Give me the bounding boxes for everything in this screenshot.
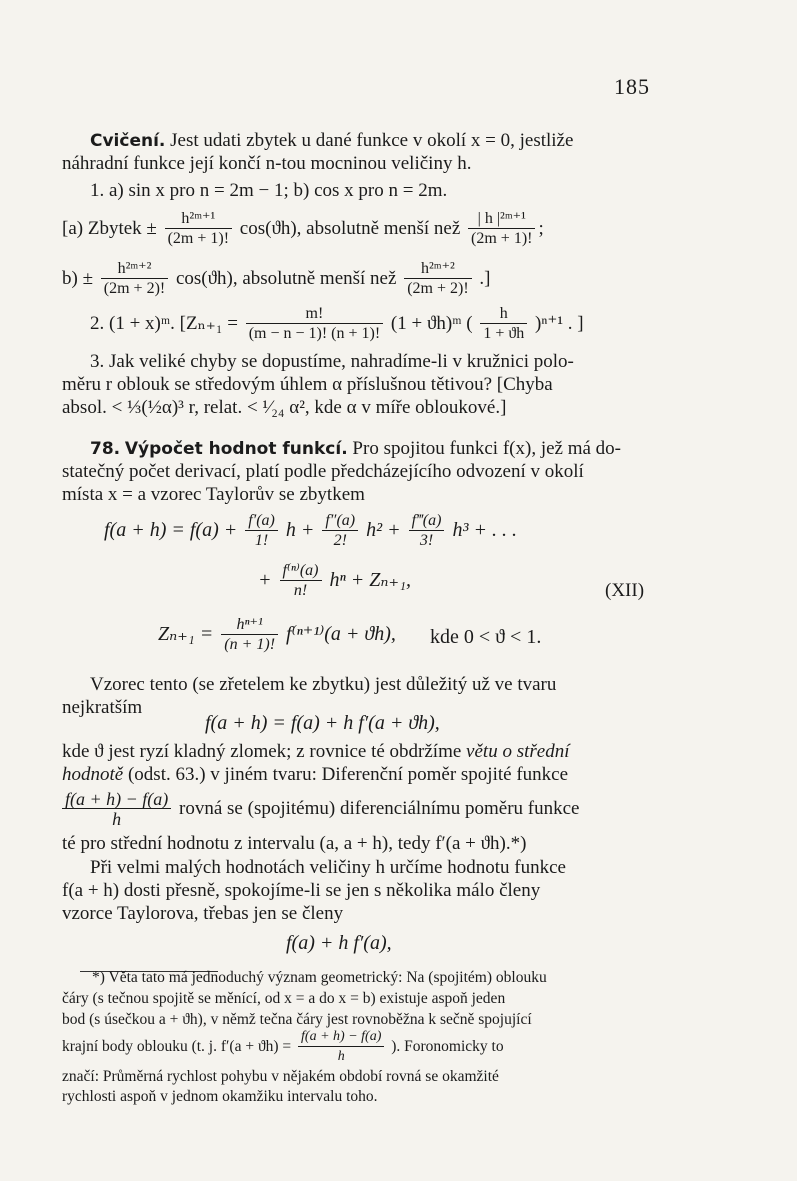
exercise-intro-text: Jest udati zbytek u dané funkce v okolí x = 0, jestliže <box>170 130 574 151</box>
term1-num: f′(a) <box>248 512 275 529</box>
taylor-line2 <box>258 562 411 601</box>
footnote-line5: značí: Průměrná rychlost pohybu v nějakém období rovná se okamžité <box>62 1068 499 1085</box>
item1a-label: [a) Zbytek ± <box>62 217 157 239</box>
difference-quotient <box>62 790 171 829</box>
mean-value-formula: f(a + h) = f(a) + h f′(a + ϑh), <box>205 712 440 734</box>
section-heading-line <box>90 438 621 460</box>
body-p2-line4: té pro střední hodnotu z intervalu (a, a + h), tedy f′(a + ϑh).*) <box>62 833 527 854</box>
item2-fraction <box>246 305 383 344</box>
fn4-text-b: ). Foronomicky to <box>391 1038 504 1056</box>
dq-den: h <box>62 808 171 829</box>
term2-tail: h² + <box>366 519 401 542</box>
footnote-line2: čáry (s tečnou spojitě se měnící, od x = a do x = b) existuje aspoň jeden <box>62 990 506 1007</box>
item2-denominator: (m − n − 1)! (n + 1)! <box>246 323 383 344</box>
item1b-fraction2 <box>404 260 471 299</box>
remainder-condition: kde 0 < ϑ < 1. <box>430 626 542 648</box>
body-p1-line1: Vzorec tento (se zřetelem ke zbytku) jest důležitý už ve tvaru <box>90 674 557 695</box>
exercise-item1b <box>62 260 490 299</box>
exercise-item1a: [a) Zbytek ± $\frac{\text{h²ᵐ⁺¹}}{(2m + 1)!}$ cos(ϑh), absolutně menší než $\frac{\text{| h |²ᵐ⁺¹}}{(2m + 1)!}$ ; <box>62 210 544 247</box>
taylor-remainder <box>158 616 396 655</box>
remainder-fraction <box>221 616 278 655</box>
item1b-denominator2: (2m + 2)! <box>404 278 471 299</box>
p2-line3-text: rovná se (spojitému) diferenciálnímu poměru funkce <box>179 797 580 819</box>
footnote-line1: *) Věta tato má jednoduchý význam geometrický: Na (spojitém) oblouku <box>92 969 547 986</box>
taylor-term1 <box>245 512 278 551</box>
exercise-item2 <box>90 305 584 344</box>
exercise-item3-line2: měru r oblouk se středovým úhlem α příslušnou tětivou? [Chyba <box>62 374 553 395</box>
term2-den: 2! <box>322 530 358 551</box>
exercise-item3-line1: 3. Jak veliké chyby se dopustíme, nahradíme-li v kružnici polo- <box>90 351 574 372</box>
fn4-text-a: krajní body oblouku (t. j. f′(a + ϑh) = <box>62 1038 292 1056</box>
fn-frac-num: f(a + h) − f(a) <box>301 1029 382 1044</box>
p2-line1-text: kde ϑ jest ryzí kladný zlomek; z rovnice té obdržíme <box>62 741 462 762</box>
item1b-numerator: h²ᵐ⁺² <box>117 260 152 277</box>
body-p2-line2 <box>62 764 568 786</box>
body-p1-line2: nejkratším <box>62 697 143 718</box>
item1b-middle: cos(ϑh), absolutně menší než <box>175 267 397 289</box>
p2-line1-italic: větu o střední <box>466 741 570 762</box>
item1a-denominator: (2m + 1)! <box>165 228 232 249</box>
item1a-middle: cos(ϑh), absolutně menší než <box>239 217 461 239</box>
exercise-intro-line2: náhradní funkce její končí n-tou mocninou veličiny h. <box>62 153 472 174</box>
remainder-den: (n + 1)! <box>221 634 278 655</box>
item1a-numerator2: | h |²ᵐ⁺¹ <box>477 210 526 227</box>
body-p2-line1 <box>62 741 569 763</box>
footnote-line6: rychlosti aspoň v jednom okamžiku intervalu toho. <box>62 1088 378 1105</box>
exercise-item1: 1. a) sin x pro n = 2m − 1; b) cos x pro n = 2m. <box>90 180 448 201</box>
item1b-fraction <box>101 260 168 299</box>
termn-num: f⁽ⁿ⁾(a) <box>282 562 319 579</box>
taylor-lhs: f(a + h) = f(a) + <box>104 519 238 542</box>
fn-frac-den: h <box>298 1046 384 1067</box>
body-p2-line3 <box>62 790 579 829</box>
remainder-tail: f⁽ⁿ⁺¹⁾(a + ϑh), <box>286 623 396 646</box>
item2-middle: (1 + ϑh)ᵐ ( <box>390 312 473 334</box>
body-p3-line1: Při velmi malých hodnotách veličiny h určíme hodnotu funkce <box>90 857 566 878</box>
footnote-line4 <box>62 1028 504 1067</box>
equation-label: (XII) <box>605 580 645 601</box>
section-text2: statečný počet derivací, platí podle předcházejícího odvození v okolí <box>62 461 584 482</box>
line2-plus: + <box>258 569 272 592</box>
dq-num: f(a + h) − f(a) <box>65 789 169 809</box>
p2-line2-text: (odst. 63.) v jiném tvaru: Diferenční poměr spojité funkce <box>127 764 569 785</box>
taylor-line1 <box>104 512 517 551</box>
term2-num: f″(a) <box>325 512 356 529</box>
term3-tail: h³ + . . . <box>452 519 517 542</box>
section-text3: místa x = a vzorec Taylorův se zbytkem <box>62 484 365 505</box>
taylor-term3 <box>409 512 445 551</box>
taylor-term2 <box>322 512 358 551</box>
item1b-numerator2: h²ᵐ⁺² <box>420 260 455 277</box>
term1-den: 1! <box>245 530 278 551</box>
item2-denominator2: 1 + ϑh <box>480 323 527 344</box>
remainder-lhs: Zₙ₊₁ = <box>158 623 214 646</box>
term1-tail: h + <box>285 519 315 542</box>
exercise-item3-line3: absol. < ⅓(½α)³ r, relat. < ¹⁄₂₄ α², kde α v míře obloukové.] <box>62 397 507 418</box>
body-p3-line2: f(a + h) dosti přesně, spokojíme-li se jen s několika málo členy <box>62 880 541 901</box>
section-title: Výpočet hodnot funkcí. <box>124 439 348 459</box>
page-number: 185 <box>614 74 650 99</box>
item1a-denominator2: (2m + 1)! <box>468 228 535 249</box>
term3-den: 3! <box>409 530 445 551</box>
item2-fraction2 <box>480 305 527 344</box>
item1b-denominator: (2m + 2)! <box>101 278 168 299</box>
termn-den: n! <box>280 580 322 601</box>
section-number: 78. <box>90 439 121 459</box>
termn-tail: hⁿ + Zₙ₊₁, <box>329 569 412 592</box>
remainder-num: hⁿ⁺¹ <box>236 616 263 633</box>
item2-end: )ⁿ⁺¹ . ] <box>535 312 584 334</box>
approximation-formula: f(a) + h f′(a), <box>286 932 392 954</box>
item1a-fraction <box>165 210 232 249</box>
item2-numerator: m! <box>305 305 324 322</box>
exercise-intro-line1 <box>90 130 573 152</box>
section-text1: Pro spojitou funkci f(x), jež má do- <box>352 438 622 459</box>
item1b-label: b) ± <box>62 267 94 289</box>
term3-num: f‴(a) <box>411 512 442 529</box>
item2-label: 2. (1 + x)ᵐ. [Zₙ₊₁ = <box>90 312 238 334</box>
footnote-line3: bod (s úsečkou a + ϑh), v němž tečna čáry jest rovnoběžna k sečně spojující <box>62 1011 532 1028</box>
footnote-fraction <box>298 1028 384 1067</box>
item1a-numerator: h²ᵐ⁺¹ <box>181 210 216 227</box>
item2-numerator2: h <box>499 305 508 322</box>
item1b-end: .] <box>479 267 491 289</box>
body-p3-line3: vzorce Taylorova, třebas jen se členy <box>62 903 344 924</box>
taylor-termn <box>280 562 322 601</box>
p2-line2-italic: hodnotě <box>62 764 124 785</box>
item1a-fraction2 <box>468 210 535 249</box>
exercise-heading: Cvičení. <box>90 131 166 151</box>
